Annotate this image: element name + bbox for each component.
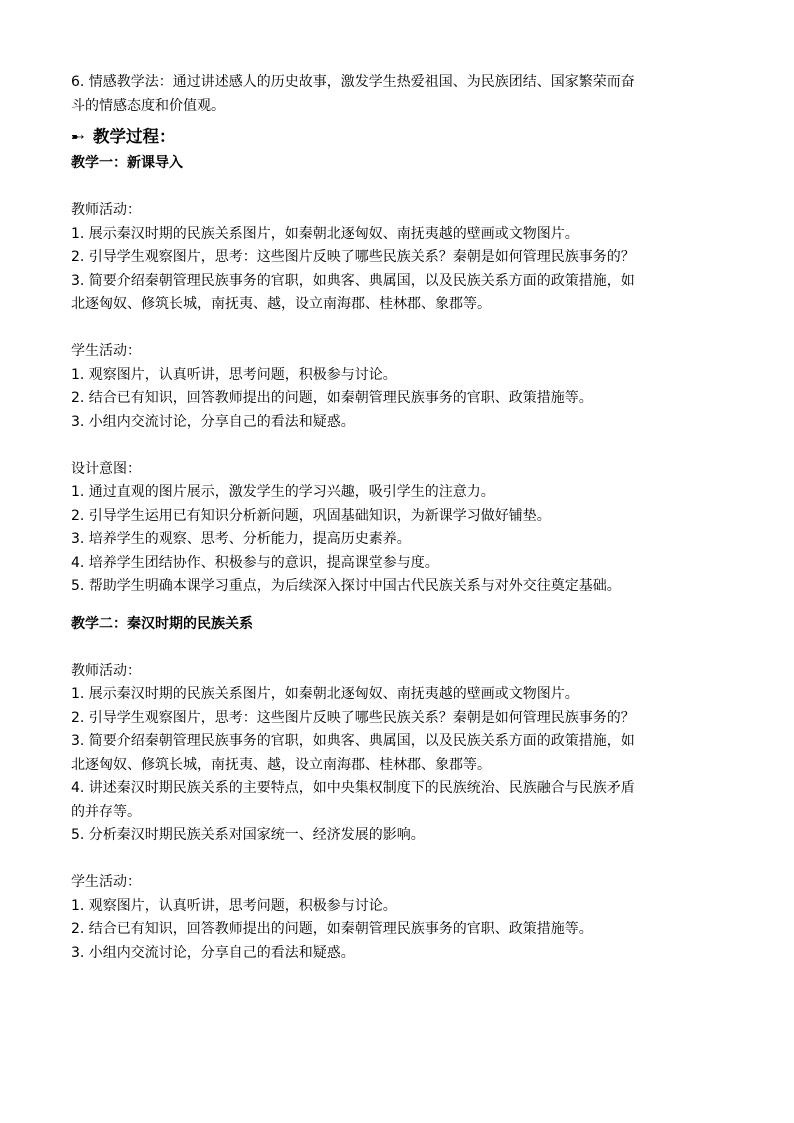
section1-design-label: 设计意图： (71, 460, 141, 477)
section1-teacher-line: 3. 简要介绍秦朝管理民族事务的官职，如典客、典属国，以及民族关系方面的政策措施，如 (71, 272, 635, 289)
section1-teacher-line: 2. 引导学生观察图片，思考：这些图片反映了哪些民族关系？秦朝是如何管理民族事务的？ (71, 249, 635, 265)
section1-student-line: 1. 观察图片，认真听讲，思考问题，积极参与讨论。 (71, 366, 397, 383)
process-heading-title: 教学过程： (93, 127, 176, 146)
section1-student-line: 3. 小组内交流讨论，分享自己的看法和疑惑。 (71, 413, 355, 430)
section1-teacher-line: 北逐匈奴、修筑长城，南抚夷、越，设立南海郡、桂林郡、象郡等。 (71, 296, 491, 312)
section2-teacher-line: 北逐匈奴、修筑长城，南抚夷、越，设立南海郡、桂林郡、象郡等。 (71, 756, 491, 773)
section1-design-line: 5. 帮助学生明确本课学习重点，为后续深入探讨中国古代民族关系与对外交往奠定基础。 (71, 578, 621, 594)
section2-teacher-line: 5. 分析秦汉时期民族关系对国家统一、经济发展的影响。 (71, 827, 425, 843)
section1-student-line: 2. 结合已有知识，回答教师提出的问题，如秦朝管理民族事务的官职、政策措施等。 (71, 390, 593, 406)
section2-teacher-label: 教师活动： (71, 662, 141, 679)
arrow-icon: ➸ (71, 127, 85, 146)
section2-teacher-line: 2. 引导学生观察图片，思考：这些图片反映了哪些民族关系？秦朝是如何管理民族事务的？ (71, 709, 635, 726)
section1-design-line: 4. 培养学生团结协作、积极参与的意识，提高课堂参与度。 (71, 554, 439, 571)
document-page (71, 71, 723, 965)
section1-design-line: 1. 通过直观的图片展示，激发学生的学习兴趣，吸引学生的注意力。 (71, 484, 495, 500)
intro-line-2: 斗的情感态度和价值观。 (71, 97, 225, 114)
process-heading (71, 125, 723, 149)
section1-title: 教学一：新课导入 (71, 155, 183, 171)
section2-student-line: 3. 小组内交流讨论，分享自己的看法和疑惑。 (71, 944, 355, 961)
section1-design-line: 3. 培养学生的观察、思考、分析能力，提高历史素养。 (71, 531, 411, 547)
section2-student-line: 2. 结合已有知识，回答教师提出的问题，如秦朝管理民族事务的官职、政策措施等。 (71, 921, 593, 937)
section1-teacher-label: 教师活动： (71, 202, 141, 218)
section1-design-line: 2. 引导学生运用已有知识分析新问题，巩固基础知识，为新课学习做好铺垫。 (71, 507, 551, 524)
intro-line-1: 6. 情感教学法：通过讲述感人的历史故事，激发学生热爱祖国、为民族团结、国家繁荣而奋 (71, 74, 635, 90)
section2-student-line: 1. 观察图片，认真听讲，思考问题，积极参与讨论。 (71, 897, 397, 914)
section1-student-label: 学生活动： (71, 343, 141, 359)
section2-student-label: 学生活动： (71, 874, 141, 890)
section2-teacher-line: 1. 展示秦汉时期的民族关系图片，如秦朝北逐匈奴、南抚夷越的壁画或文物图片。 (71, 686, 579, 702)
section1-teacher-line: 1. 展示秦汉时期的民族关系图片，如秦朝北逐匈奴、南抚夷越的壁画或文物图片。 (71, 225, 579, 242)
section2-title: 教学二：秦汉时期的民族关系 (71, 615, 253, 632)
section2-teacher-line: 3. 简要介绍秦朝管理民族事务的官职，如典客、典属国，以及民族关系方面的政策措施，如 (71, 733, 635, 749)
section2-teacher-line: 4. 讲述秦汉时期民族关系的主要特点，如中央集权制度下的民族统治、民族融合与民族矛盾 (71, 780, 635, 796)
section2-teacher-line: 的并存等。 (71, 803, 141, 820)
